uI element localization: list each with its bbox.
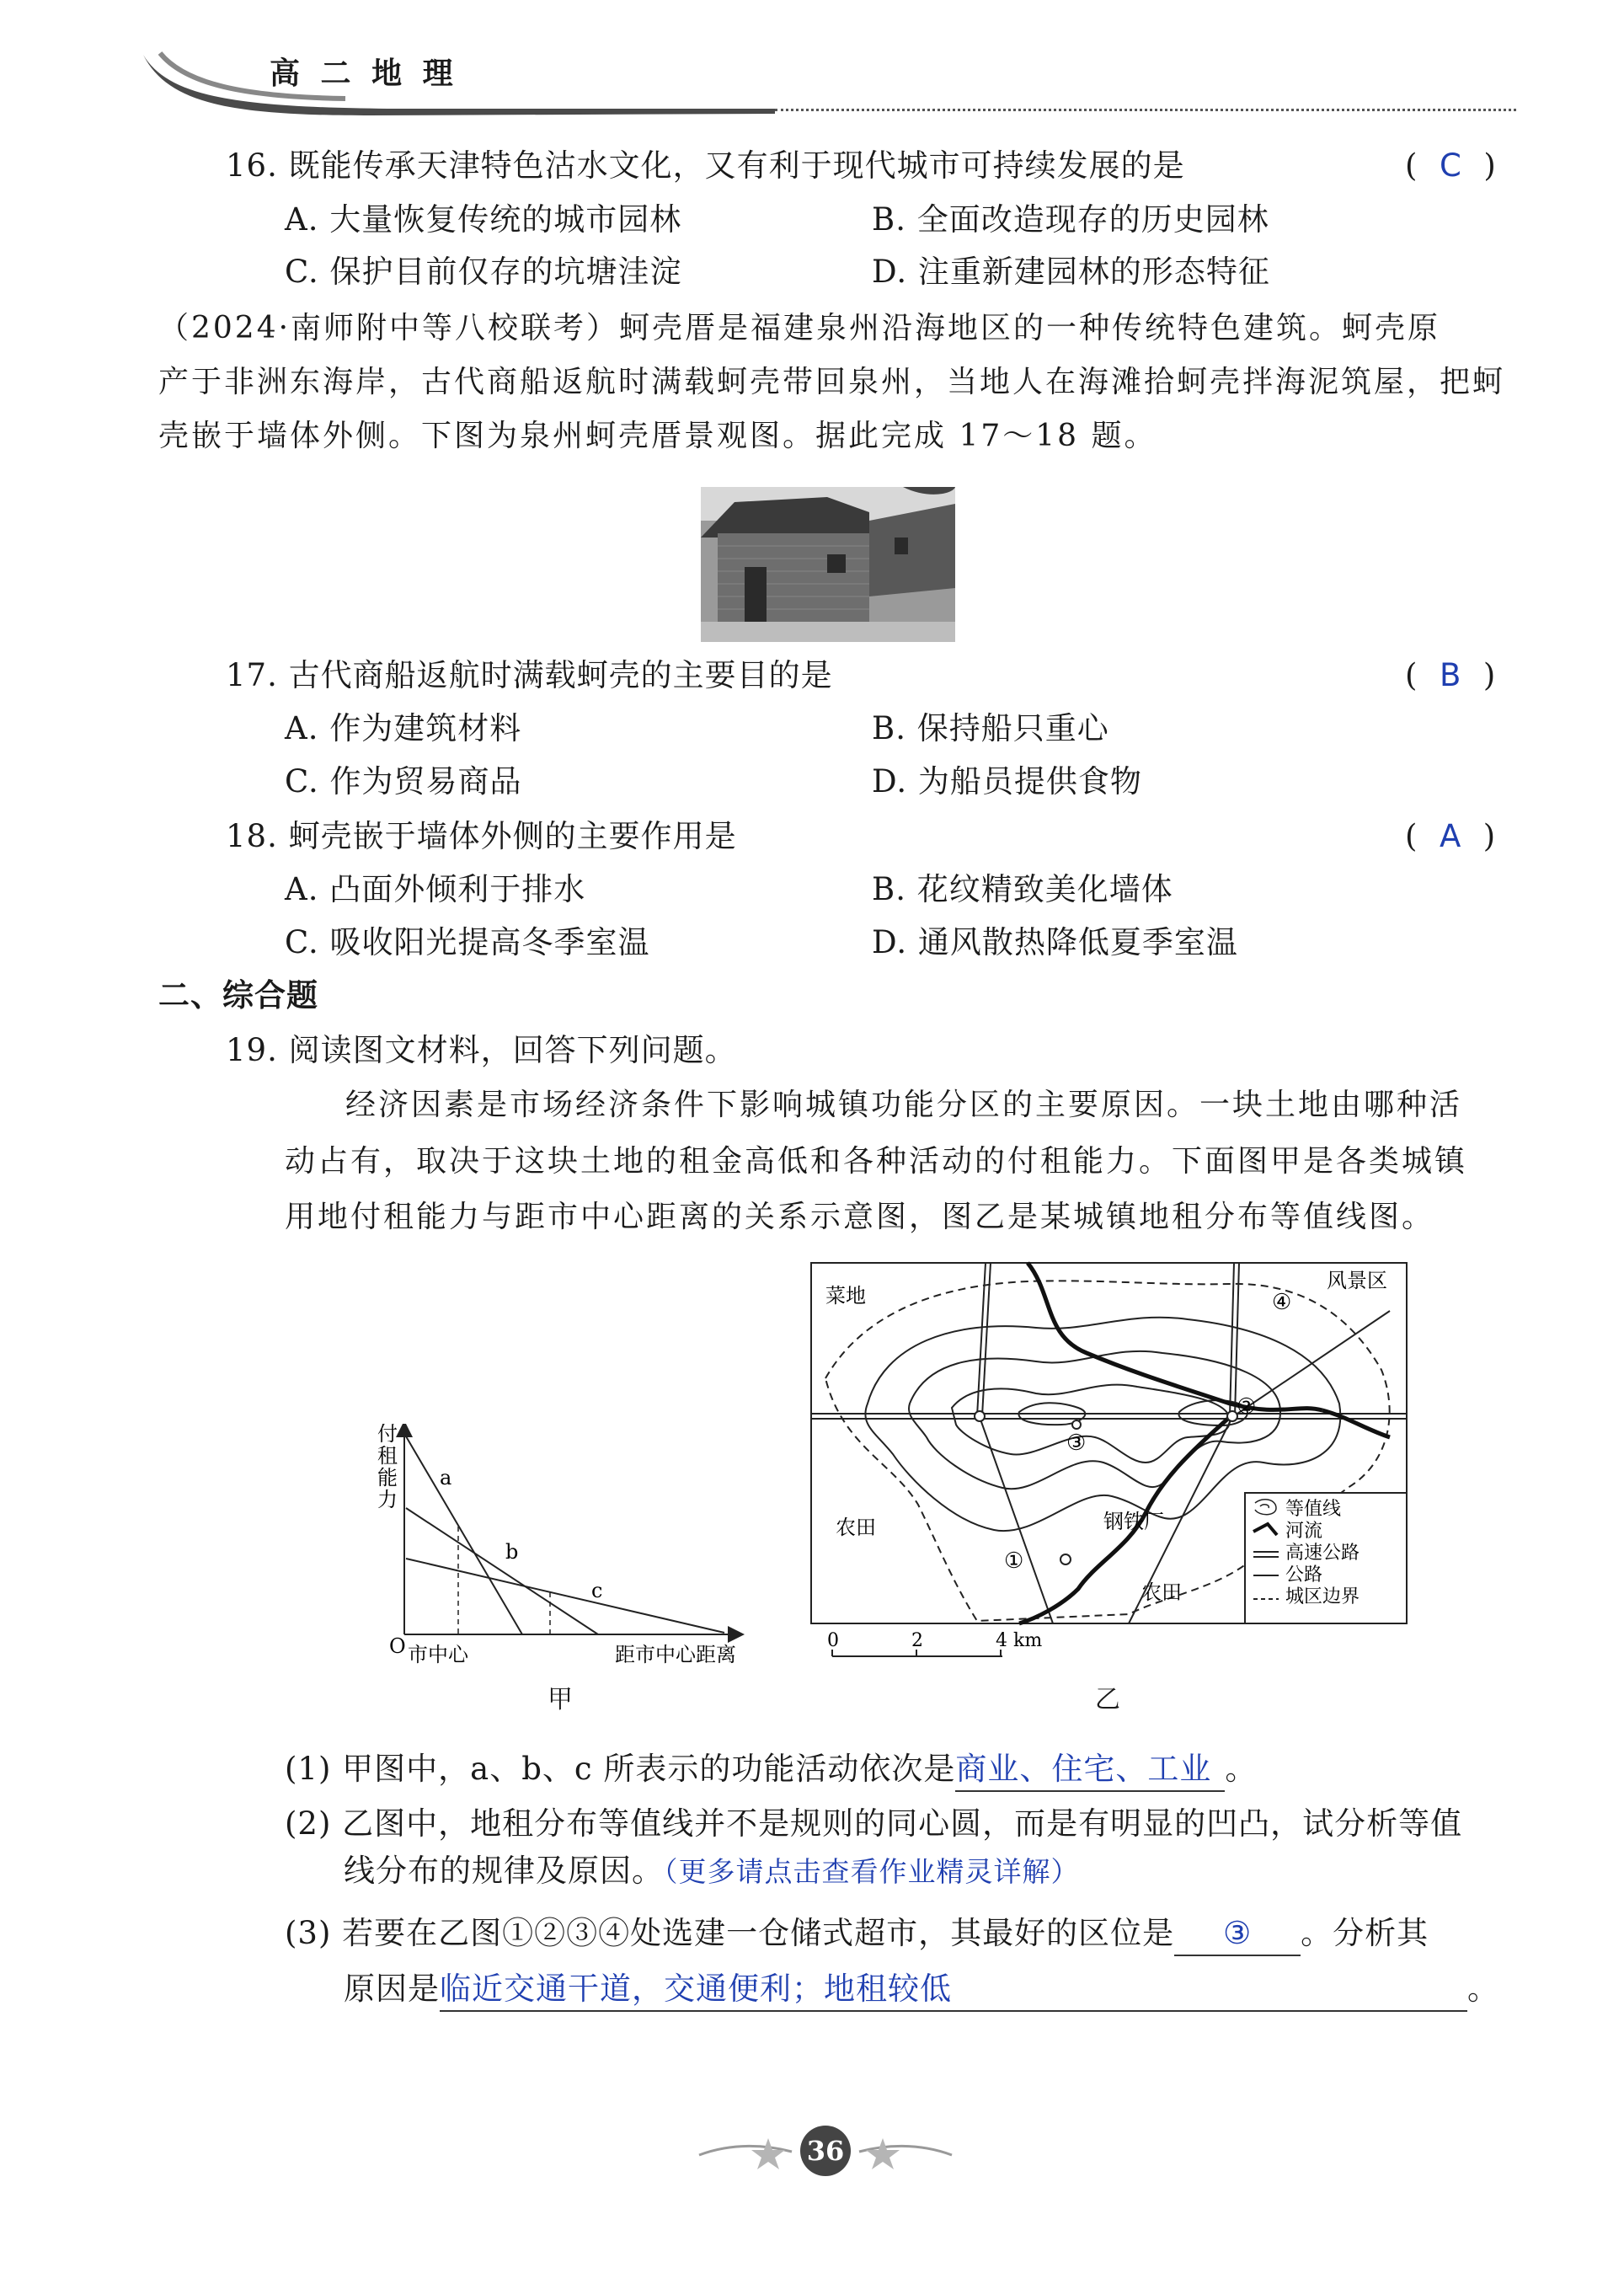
yi-label-scenic: 风景区 xyxy=(1327,1269,1387,1292)
q19-sub1 xyxy=(285,1748,1257,1792)
q19-sub1-text: (1) 甲图中，a、b、c 所表示的功能活动依次是 xyxy=(285,1751,956,1787)
q16-option-b: B. 全面改造现存的历史园林 xyxy=(872,201,1269,238)
q19-sub3-line1b: 。分析其 xyxy=(1301,1915,1429,1951)
jia-ylabel-char-2: 租 xyxy=(377,1444,398,1468)
intro-line-2: 产于非洲东海岸，古代商船返航时满载蚵壳带回泉州，当地人在海滩拾蚵壳拌海泥筑屋，把蚵 xyxy=(158,365,1506,399)
jia-origin: O xyxy=(389,1634,406,1658)
yi-scale-bar xyxy=(827,1630,1042,1656)
q19-sub2-line2-text: 线分布的规律及原因。 xyxy=(344,1853,664,1889)
jia-line-a xyxy=(406,1436,522,1634)
jia-ylabel-char-4: 力 xyxy=(377,1488,398,1511)
q18-option-b: B. 花纹精致美化墙体 xyxy=(872,871,1173,907)
q17-option-b: B. 保持船只重心 xyxy=(872,710,1109,746)
jia-x-start: 市中心 xyxy=(408,1643,468,1666)
q19-sub3-blank: ③ xyxy=(1174,1912,1301,1956)
jia-ylabel-char-3: 能 xyxy=(377,1466,398,1489)
figure-yi-caption: 乙 xyxy=(1095,1685,1121,1714)
intro-line-3: 壳嵌于墙体外侧。下图为泉州蚵壳厝景观图。据此完成 17～18 题。 xyxy=(158,419,1157,453)
q19-sub2-line1: (2) 乙图中，地租分布等值线并不是规则的同心圆，而是有明显的凹凸，试分析等值 xyxy=(285,1805,1463,1842)
yi-label-p4: ④ xyxy=(1272,1290,1292,1315)
jia-label-c: c xyxy=(591,1579,603,1602)
jia-line-b xyxy=(406,1508,598,1634)
q19-para-line-1: 经济因素是市场经济条件下影响城镇功能分区的主要原因。一块土地由哪种活 xyxy=(345,1088,1463,1122)
figure-jia-caption: 甲 xyxy=(548,1685,574,1714)
q19-sub2-line2 xyxy=(344,1850,1080,1893)
q19-para-line-2: 动占有，取决于这块土地的租金高低和各种活动的付租能力。下面图甲是各类城镇 xyxy=(285,1144,1468,1179)
oyster-house-photo xyxy=(701,487,955,642)
q17-option-d: D. 为船员提供食物 xyxy=(872,763,1142,800)
yi-label-p1: ① xyxy=(1004,1548,1024,1574)
q18-option-d: D. 通风散热降低夏季室温 xyxy=(872,924,1238,960)
q18-answer-bracket: ( A ) xyxy=(1405,818,1497,854)
yi-scale-2: 2 xyxy=(911,1630,923,1651)
figure-yi xyxy=(809,1260,1415,1665)
jia-ylabel-char-1: 付 xyxy=(377,1424,398,1446)
footer xyxy=(691,2113,960,2189)
page-number: 36 xyxy=(806,2135,845,2167)
q16-answer-bracket: ( C ) xyxy=(1405,147,1497,184)
yi-legend-highway: 高速公路 xyxy=(1285,1543,1360,1564)
q16-option-c: C. 保护目前仅存的坑塘洼淀 xyxy=(285,254,682,290)
q18-answer: A xyxy=(1439,818,1462,854)
yi-label-farm-left: 农田 xyxy=(836,1516,876,1539)
jia-label-a: a xyxy=(440,1466,452,1489)
header-dotted-rule xyxy=(775,109,1516,111)
header-swoosh xyxy=(135,38,792,122)
yi-legend-isoline: 等值线 xyxy=(1285,1499,1342,1520)
header xyxy=(135,38,1516,122)
yi-legend-river: 河流 xyxy=(1285,1521,1323,1542)
q17-answer-bracket: ( B ) xyxy=(1405,657,1497,693)
q19-sub1-answer: 商业、住宅、工业 xyxy=(955,1748,1225,1792)
q19-sub3-answer: 临近交通干道，交通便利；地租较低 xyxy=(440,1968,1467,2012)
jia-label-b: b xyxy=(505,1540,519,1564)
page-header-title: 高 二 地 理 xyxy=(270,56,458,91)
intro-line-1: （2024·南师附中等八校联考）蚵壳厝是福建泉州沿海地区的一种传统特色建筑。蚵壳原 xyxy=(158,311,1441,345)
q19-para-line-3: 用地付租能力与距市中心距离的关系示意图，图乙是某城镇地租分布等值线图。 xyxy=(285,1200,1435,1234)
star-icon-right xyxy=(866,2138,900,2169)
q16-option-d: D. 注重新建园林的形态特征 xyxy=(872,254,1270,290)
q17-answer: B xyxy=(1439,657,1462,693)
q19-sub3-line2 xyxy=(344,1968,1499,2012)
q17-option-a: A. 作为建筑材料 xyxy=(285,710,522,746)
yi-label-p2: ② xyxy=(1237,1394,1257,1420)
yi-label-farm-right: 农田 xyxy=(1141,1580,1182,1604)
figure-jia xyxy=(371,1424,758,1710)
yi-scale-0: 0 xyxy=(827,1630,839,1651)
q19-sub3-line2a: 原因是 xyxy=(344,1971,440,2007)
q19-sub1-end: 。 xyxy=(1225,1751,1258,1787)
q18-stem: 18. 蚵壳嵌于墙体外侧的主要作用是 xyxy=(226,818,737,854)
q16-option-a: A. 大量恢复传统的城市园林 xyxy=(285,201,682,238)
yi-legend xyxy=(1245,1493,1407,1623)
yi-legend-boundary: 城区边界 xyxy=(1285,1586,1360,1607)
yi-legend-road: 公路 xyxy=(1285,1564,1323,1586)
q19-sub3-line1a: (3) 若要在乙图①②③④处选建一仓储式超市，其最好的区位是 xyxy=(285,1915,1175,1951)
q19-sub2-answer[interactable]: （更多请点击查看作业精灵详解） xyxy=(664,1855,1080,1888)
q16-answer: C xyxy=(1439,147,1462,184)
q19-sub3-end: 。 xyxy=(1467,1971,1499,2007)
q17-stem: 17. 古代商船返航时满载蚵壳的主要目的是 xyxy=(226,657,833,693)
q18-option-c: C. 吸收阳光提高冬季室温 xyxy=(285,924,650,960)
section-2-title: 二、综合题 xyxy=(158,977,318,1013)
q18-option-a: A. 凸面外倾利于排水 xyxy=(285,871,586,907)
jia-x-label: 距市中心距离 xyxy=(615,1643,736,1666)
yi-label-p3: ③ xyxy=(1066,1431,1087,1456)
q16-stem: 16. 既能传承天津特色沽水文化，又有利于现代城市可持续发展的是 xyxy=(226,147,1185,184)
q19-sub3-line1 xyxy=(285,1912,1429,1956)
star-icon-left xyxy=(751,2138,785,2169)
yi-label-steel: 钢铁厂 xyxy=(1103,1510,1164,1533)
jia-line-c xyxy=(406,1559,724,1633)
yi-label-vegetable: 菜地 xyxy=(825,1284,866,1308)
yi-scale-4: 4 km xyxy=(996,1630,1043,1651)
q19-stem: 19. 阅读图文材料，回答下列问题。 xyxy=(226,1032,737,1068)
q17-option-c: C. 作为贸易商品 xyxy=(285,763,522,800)
